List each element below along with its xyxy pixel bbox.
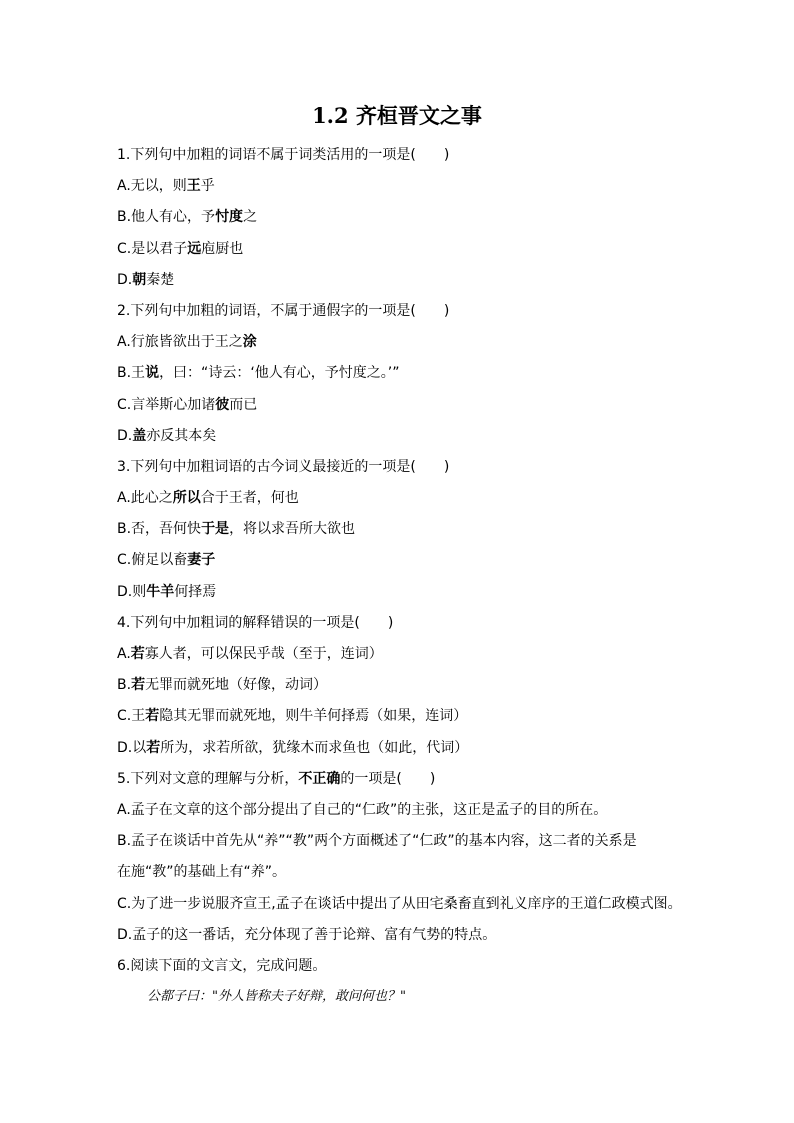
bold-term: 若 [130,646,145,662]
bold-term: 说 [145,365,160,382]
text-segment: 3.下列句中加粗词语的古今词义最接近的一项是( ) [117,458,450,475]
question-stem [117,764,687,795]
question-option [117,920,687,951]
question-option [117,327,687,358]
question-option [117,265,687,296]
text-segment: 1.下列句中加粗的词语不属于词类活用的一项是( ) [117,147,450,163]
question-option [117,421,687,452]
question-option [117,358,687,389]
question-stem [117,452,687,483]
text-segment: 秦楚 [146,271,175,288]
bold-term: 朝 [132,271,147,288]
text-segment: ，曰：“诗云：‘他人有心，予忖度之。’” [159,365,400,382]
question-option [117,545,687,576]
bold-term: 牛羊 [146,583,175,600]
question-option [117,171,687,202]
text-segment: 合于王者，何也 [200,490,299,507]
text-segment: 在施“教”的基础上有“养”。 [117,864,287,881]
question-option [117,733,687,764]
text-segment: B.否，吾何快 [117,521,202,538]
bold-term: 盖 [132,427,147,444]
text-segment: C.王 [117,708,146,725]
passage-first-line: 公都子曰："外人皆称夫子好辩，敢问何也？" [147,989,406,1004]
question-list [117,140,687,982]
text-segment: C.俯足以畜 [117,552,188,569]
text-segment: B.他人有心，予 [117,209,216,226]
bold-term: 于是 [201,521,230,538]
question-stem [117,140,687,171]
bold-term: 远 [187,240,202,257]
text-segment: 所为，求若所欲，犹缘木而求鱼也（如此，代词） [160,739,469,756]
text-segment: 而已 [229,396,258,413]
bold-term: 所以 [172,490,201,507]
bold-term: 彼 [215,396,230,413]
text-segment: 无罪而就死地（好像，动词） [145,677,328,694]
text-segment: C.是以君子 [117,240,188,257]
text-segment: A.行旅皆欲出于王之 [117,334,243,351]
text-segment: B. [117,677,132,694]
question-option [117,857,687,888]
question-option [117,826,687,857]
question-option [117,202,687,233]
text-segment: C.为了进一步说服齐宣王,孟子在谈话中提出了从田宅桑畜直到礼义庠序的王道仁政模式图。 [117,895,682,912]
text-segment: 庖厨也 [201,240,244,257]
text-segment: 6.阅读下面的文言文，完成问题。 [117,957,327,974]
page-title: 1.2 齐桓晋文之事 [312,103,482,128]
question-option [117,639,687,670]
text-segment: A.孟子在文章的这个部分提出了自己的“仁政”的主张，这正是孟子的目的所在。 [117,801,608,818]
question-stem [117,296,687,327]
bold-term: 若 [146,739,161,756]
bold-term: 若 [131,677,146,694]
question-option [117,514,687,545]
text-segment: 之 [243,209,258,226]
text-segment: ，将以求吾所大欲也 [229,521,356,538]
text-segment: C.言举斯心加诸 [117,396,216,413]
question-option [117,390,687,421]
text-segment: A.此心之 [117,490,173,507]
text-segment: 5.下列对文意的理解与分析， [117,770,299,787]
bold-term: 不正确 [298,770,341,787]
text-segment: D.孟子的这一番话，充分体现了善于论辩、富有气势的特点。 [117,926,497,943]
question-option [117,795,687,826]
text-segment: 何择焉 [174,583,217,600]
question-stem [117,608,687,639]
text-segment: 4.下列句中加粗词的解释错误的一项是( ) [117,614,394,631]
text-segment: B.孟子在谈话中首先从“养”“教”两个方面概述了“仁政”的基本内容，这二者的关系是 [117,833,637,850]
bold-term: 王 [186,178,201,195]
text-segment: B.王 [117,365,146,382]
question-stem [117,951,687,982]
text-segment: A.无以，则 [117,178,187,195]
bold-term: 若 [145,708,160,725]
text-segment: 乎 [200,178,215,195]
text-segment: 隐其无罪而就死地，则牛羊何择焉（如果，连词） [159,708,468,725]
text-segment: 寡人者，可以保民乎哉（至于，连词） [144,646,383,662]
text-segment: 亦反其本矣 [146,427,217,444]
question-option [117,577,687,608]
bold-term: 忖度 [215,209,244,226]
text-segment: 的一项是( ) [340,770,436,787]
text-segment: D.则 [117,583,147,600]
question-option [117,670,687,701]
question-option [117,889,687,920]
text-segment: D. [117,271,133,288]
text-segment: D.以 [117,739,147,756]
text-segment: A. [117,646,131,662]
question-option [117,483,687,514]
bold-term: 妻子 [187,552,216,569]
text-segment: D. [117,427,133,444]
bold-term: 涂 [242,334,257,351]
text-segment: 2.下列句中加粗的词语，不属于通假字的一项是( ) [117,302,450,319]
question-option [117,234,687,265]
question-option [117,701,687,732]
